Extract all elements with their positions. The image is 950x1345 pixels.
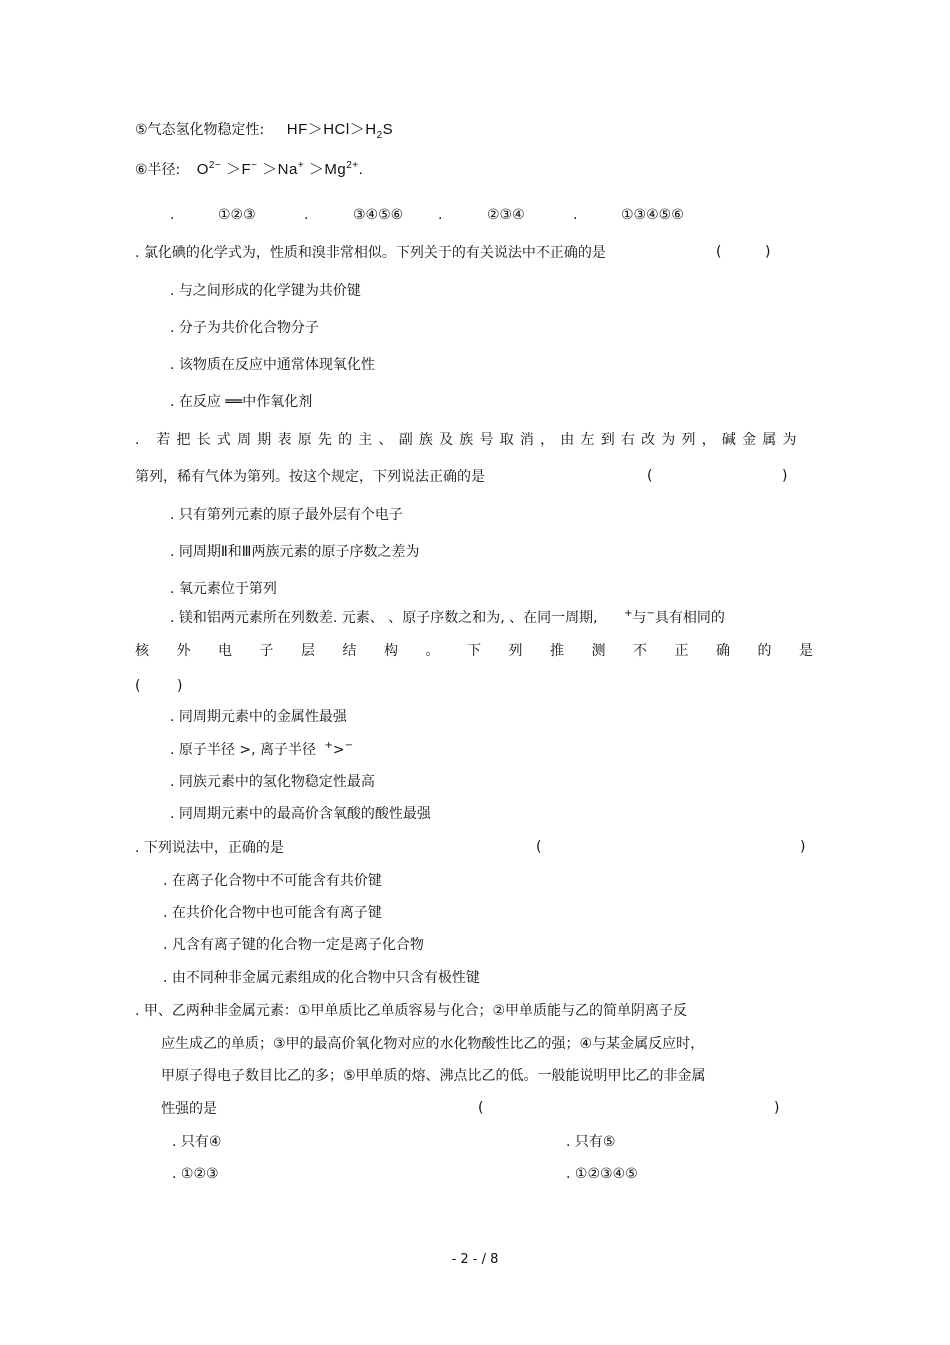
q5-stem-line2: 应生成乙的单质；③甲的最高价氧化物对应的水化物酸性比乙的强；④与某金属反应时， [161, 1036, 705, 1052]
prev-option-d: . [573, 207, 578, 223]
q3-stem-line1: . 镁和铝两元素所在列数差. 元素、 、原子序数之和为, 、在同一周期, +与−具有相同的 [170, 608, 725, 626]
q4-option-c: . 凡含有离子键的化合物一定是离子化合物 [163, 937, 424, 953]
q5-paren-close: ) [774, 1100, 780, 1116]
statement-5-label: ⑤气态氢化物稳定性: [135, 122, 265, 138]
q4-option-d: . 由不同种非金属元素组成的化合物中只含有极性键 [163, 970, 480, 986]
prev-option-d-text: ①③④⑤⑥ [621, 207, 684, 223]
q4-stem: . 下列说法中，正确的是 [135, 840, 284, 856]
q2-paren-open: ( [647, 468, 653, 484]
q2-option-c: . 氧元素位于第列 [170, 581, 277, 597]
q5-paren-open: ( [478, 1100, 484, 1116]
q2-stem-line1: . 若把长式周期表原先的主、副族及族号取消，由左到右改为列，碱金属为 [135, 432, 803, 448]
q3-paren-close: ) [177, 678, 183, 694]
statement-6 [135, 161, 363, 181]
q3-option-c: . 同族元素中的氢化物稳定性最高 [170, 774, 375, 790]
q3-option-a: . 同周期元素中的金属性最强 [170, 709, 347, 725]
statement-6-label: ⑥半径: [135, 162, 181, 178]
q4-paren-close: ) [800, 839, 806, 855]
q1-option-a: . 与之间形成的化学键为共价键 [170, 283, 361, 299]
q5-stem-line3: 甲原子得电子数目比乙的多；⑤甲单质的熔、沸点比乙的低。一般能说明甲比乙的非金属 [161, 1068, 706, 1084]
q2-option-a: . 只有第列元素的原子最外层有个电子 [170, 507, 403, 523]
page-number: - 2 - / 8 [451, 1252, 499, 1267]
q3-option-d: . 同周期元素中的最高价含氧酸的酸性最强 [170, 806, 431, 822]
q2-paren-close: ) [782, 468, 788, 484]
statement-5 [135, 121, 393, 141]
q2-stem-line2: 第列，稀有气体为第列。按这个规定，下列说法正确的是 [135, 469, 485, 485]
prev-option-a-text: ①②③ [218, 207, 256, 223]
q5-option-a: . 只有④ [172, 1134, 222, 1150]
q4-option-b: . 在共价化合物中也可能含有离子键 [163, 905, 382, 921]
q4-paren-open: ( [536, 839, 542, 855]
statement-5-formula: $HF>HCl>H_2S$ [286, 121, 394, 141]
q1-stem: . 氯化碘的化学式为，性质和溴非常相似。下列关于的有关说法中不正确的是 [135, 245, 606, 261]
prev-option-c-text: ②③④ [487, 207, 525, 223]
prev-option-b: . [304, 207, 309, 223]
q3-paren-open: ( [135, 678, 141, 694]
q5-option-c: . ①②③ [172, 1166, 219, 1182]
statement-6-formula: $O^{2-} >F^- >Na^+ >Mg^{2+}$. [196, 160, 364, 178]
q1-option-c: . 该物质在反应中通常体现氧化性 [170, 357, 375, 373]
prev-option-b-text: ③④⑤⑥ [353, 207, 404, 223]
q5-stem-line1: . 甲、乙两种非金属元素：①甲单质比乙单质容易与化合；②甲单质能与乙的简单阴离子反 [135, 1003, 687, 1019]
q3-stem-line2: 核 外 电 子 层 结 构 。 下 列 推 测 不 正 确 的 是 [135, 643, 813, 659]
q2-option-b: . 同周期Ⅱ和Ⅲ两族元素的原子序数之差为 [170, 544, 420, 560]
q5-option-b: . 只有⑤ [566, 1134, 616, 1150]
q4-option-a: . 在离子化合物中不可能含有共价键 [163, 873, 382, 889]
q1-option-d: . 在反应 ══中作氧化剂 [170, 394, 313, 410]
q1-paren-close: ) [765, 244, 771, 260]
q5-stem-line4: 性强的是 [161, 1101, 217, 1117]
prev-option-a: . [170, 207, 175, 223]
q3-option-b: . 原子半径 >, 离子半径 +>− [170, 740, 353, 758]
q5-option-d: . ①②③④⑤ [566, 1166, 638, 1182]
q1-paren-open: ( [716, 244, 722, 260]
q1-option-b: . 分子为共价化合物分子 [170, 320, 319, 336]
prev-option-c: . [438, 207, 443, 223]
